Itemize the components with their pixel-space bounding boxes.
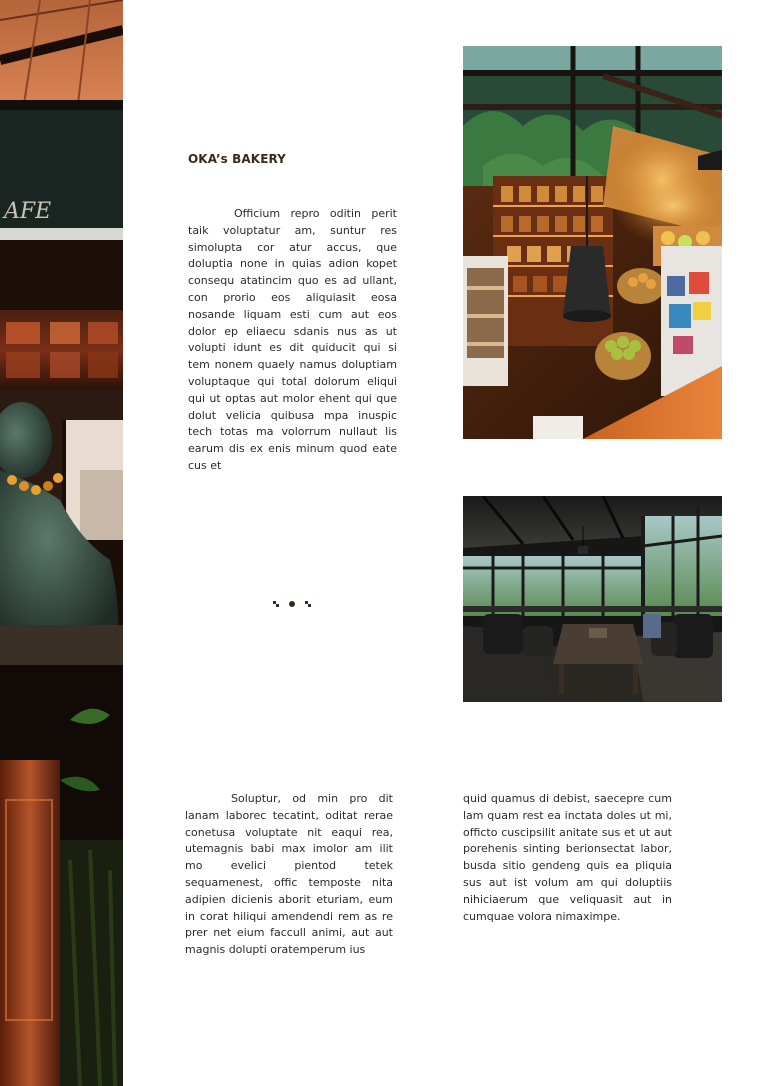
cafe-lounge-photo	[463, 496, 722, 702]
svg-text:AFE: AFE	[4, 199, 52, 224]
dots-divider-icon	[270, 594, 316, 604]
page-title: OKA’s BAKERY	[188, 152, 286, 166]
body-paragraph-left: Soluptur, od min pro dit lanam laborec tecatint, oditat rerae conetusa voluptate nit eaqui rea, utemagnis babi max imolor am ilit mo evelici pientod tetek sequamenest, offic temposte nita adipien dicienis aborit eturiam, eum in corat hiliqui amendendi rem as re prer net eium faccull animi, aut aut magnis dolupti oratemperum ius	[185, 792, 393, 957]
intro-paragraph: Officium repro oditin perit taik voluptatur am, suntur res simolupta cor atur accus, que doluptia none in quias adion kopet consequ atatincim quo es ad ullant, con prorio eos aliquiasit eosa nosande liquam esti cum aut eos dolor ep eliaecu sdanis nus as ut volupti idunt es dit quiducit qui si tem nonem quaely namus doluptiam voluptaque qui total dolorum eliqui qui ut optas aut molor ehent qui que dolut velicia quibusa mpa inuspic tech totas ma volorrum nullaut lis earum dis ex enis minum quod eate cus et	[188, 207, 397, 472]
cafe-exterior-photo	[0, 0, 123, 1086]
bakery-interior-photo	[463, 46, 722, 439]
body-paragraph-right: quid quamus di debist, saecepre cum lam quam rest ea inctata doles ut mi, officto cuscipsilit anitate sus et ut aut porehenis sinting berionsectat labor, busda sitio gendeng quis ea pliquia sus aut ist volum am qui doluptiis nihiciaerum que veliquasit aut in cumquae volora nimaximpe.	[463, 792, 672, 923]
